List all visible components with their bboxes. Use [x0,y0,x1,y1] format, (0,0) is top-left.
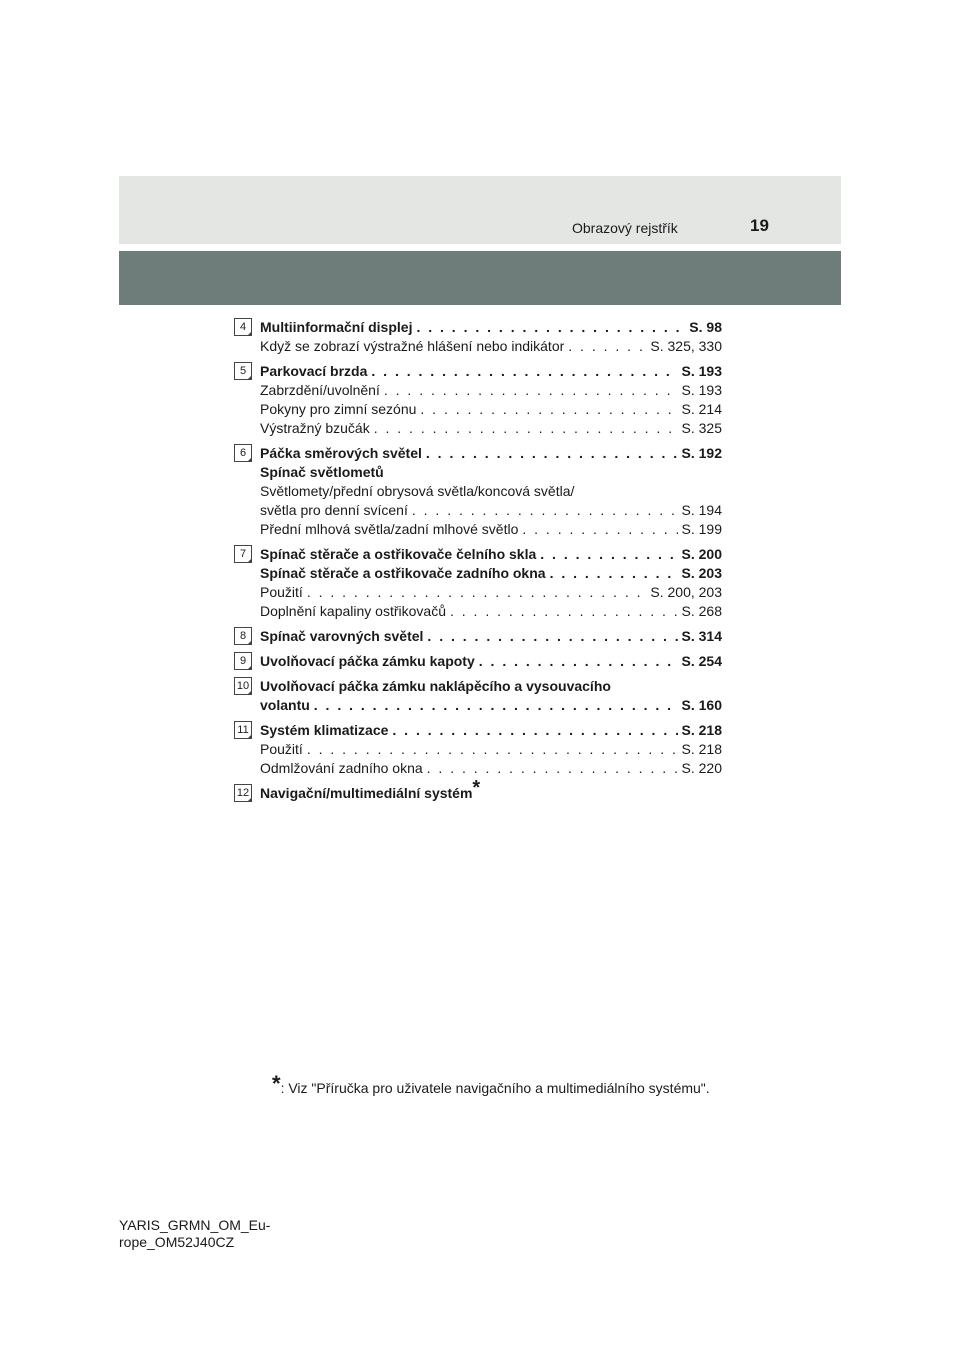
index-entry [260,652,722,671]
index-section-7 [234,545,722,621]
entry-page-reference: S. 160 [681,697,722,713]
entry-label: Pokyny pro zimní sezónu [260,401,417,417]
index-entry [260,721,722,740]
index-entry [260,381,722,400]
dot-leader [479,652,678,671]
dot-leader [550,564,678,583]
index-entry [260,362,722,381]
heading-text: Spínač světlometů [260,464,384,480]
entry-label: Odmlžování zadního okna [260,760,423,776]
entry-page-reference: S. 194 [681,502,722,518]
dot-leader [450,602,678,621]
entry-page-reference: S. 325 [681,420,722,436]
entry-label: světla pro denní svícení [260,502,408,518]
dot-leader [307,583,647,602]
document-code-line-1: YARIS_GRMN_OM_Eu- [119,1217,271,1233]
entry-page-reference: S. 220 [681,760,722,776]
entry-page-reference: S. 325, 330 [650,338,722,354]
section-number-badge: 6 [234,444,252,462]
dot-leader [540,545,677,564]
index-entry [260,583,722,602]
section-number-badge: 9 [234,652,252,670]
dot-leader [416,318,685,337]
footnote-marker: * [472,777,481,799]
entry-label: Doplnění kapaliny ostřikovačů [260,603,446,619]
entry-label: Uvolňovací páčka zámku kapoty [260,653,475,669]
index-entry [260,545,722,564]
entry-page-reference: S. 193 [681,382,722,398]
dot-leader [426,444,678,463]
entry-page-reference: S. 98 [689,319,722,335]
entry-page-reference: S. 218 [681,722,722,738]
index-entry [260,337,722,356]
dot-leader [384,381,678,400]
entry-page-reference: S. 200 [681,546,722,562]
index-entry [260,627,722,646]
document-code [119,1217,270,1251]
heading-text: Uvolňovací páčka zámku naklápěcího a vysouvacího [260,678,611,694]
index-section-4 [234,318,722,356]
heading-text: Světlomety/přední obrysová světla/koncová světla/ [260,483,575,499]
section-number-badge: 4 [234,318,252,336]
entry-label: Systém klimatizace [260,722,389,738]
entry-page-reference: S. 254 [681,653,722,669]
dot-leader [427,627,677,646]
section-number-badge: 5 [234,362,252,380]
section-title: Obrazový rejstřík [572,220,678,236]
dot-leader [314,696,678,715]
index-heading-line [260,777,722,803]
entry-page-reference: S. 218 [681,741,722,757]
index-entry [260,501,722,520]
entry-page-reference: S. 203 [681,565,722,581]
entry-label: Spínač stěrače a ostřikovače zadního okna [260,565,546,581]
footnote-text: : Viz "Příručka pro uživatele navigačního a multimediálního systému". [280,1080,710,1096]
index-heading-line [260,677,722,696]
dot-leader [374,419,678,438]
section-number-badge: 7 [234,545,252,563]
dot-leader [522,520,677,539]
entry-label: Spínač stěrače a ostřikovače čelního skla [260,546,537,562]
footnote-star: * [272,1071,281,1096]
entry-page-reference: S. 199 [681,521,722,537]
section-number-badge: 8 [234,627,252,645]
entry-page-reference: S. 200, 203 [650,584,722,600]
entry-label: Přední mlhová světla/zadní mlhové světlo [260,521,519,537]
index-heading-line [260,482,722,501]
section-number-badge: 11 [234,721,252,739]
entry-label: Výstražný bzučák [260,420,370,436]
header-band [119,176,841,244]
heading-text: Navigační/multimediální systém [260,785,473,801]
index-heading-line [260,463,722,482]
section-number-badge: 12 [234,784,252,802]
index-section-5 [234,362,722,438]
dot-leader [371,362,677,381]
entry-label: Multiinformační displej [260,319,413,335]
index-entry [260,520,722,539]
index-section-9 [234,652,722,671]
entry-label: Páčka směrových světel [260,445,422,461]
index-section-8 [234,627,722,646]
entry-label: volantu [260,697,310,713]
entry-label: Spínač varovných světel [260,628,424,644]
entry-label: Parkovací brzda [260,363,368,379]
index-section-6 [234,444,722,539]
page-number: 19 [750,216,769,235]
entry-page-reference: S. 193 [681,363,722,379]
index-entry [260,400,722,419]
dot-leader [307,740,678,759]
entry-page-reference: S. 192 [681,445,722,461]
entry-label: Použití [260,741,303,757]
footnote [272,1071,710,1096]
index-section-11 [234,721,722,778]
section-bar [119,251,841,305]
index-entry [260,318,722,337]
index-content [234,318,722,803]
document-code-line-2: rope_OM52J40CZ [119,1234,235,1250]
index-entry [260,740,722,759]
entry-label: Použití [260,584,303,600]
entry-page-reference: S. 314 [681,628,722,644]
dot-leader [427,759,678,778]
entry-label: Když se zobrazí výstražné hlášení nebo indikátor [260,338,565,354]
dot-leader [420,400,677,419]
index-entry [260,564,722,583]
section-number-badge: 10 [234,677,252,695]
entry-page-reference: S. 268 [681,603,722,619]
index-entry [260,602,722,621]
dot-leader [568,337,646,356]
entry-label: Zabrzdění/uvolnění [260,382,380,398]
index-entry [260,696,722,715]
entry-page-reference: S. 214 [681,401,722,417]
index-section-12 [234,777,722,803]
index-entry [260,419,722,438]
index-section-10 [234,677,722,715]
dot-leader [392,721,677,740]
index-entry [260,444,722,463]
index-entry [260,759,722,778]
dot-leader [412,501,678,520]
